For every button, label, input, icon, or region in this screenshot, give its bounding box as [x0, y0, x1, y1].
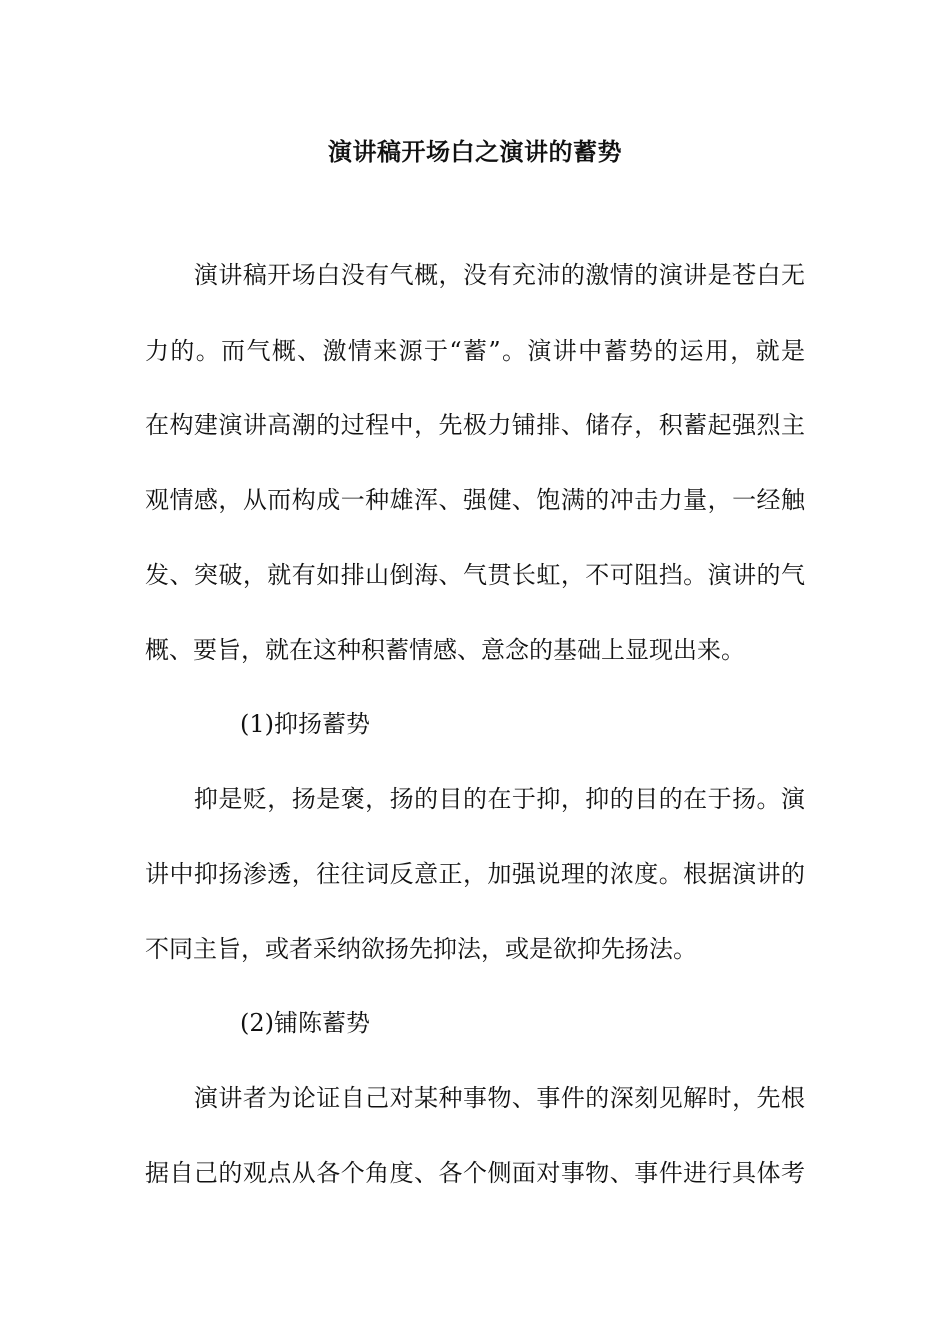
- paragraph-2-line-2: 讲中抑扬渗透，往往词反意正，加强说理的浓度。根据演讲的: [145, 860, 805, 888]
- paragraph-3-line-2: 据自己的观点从各个角度、各个侧面对事物、事件进行具体考: [145, 1159, 805, 1187]
- section-heading-2: (2)铺陈蓄势: [240, 1009, 370, 1037]
- paragraph-3-line-1: 演讲者为论证自己对某种事物、事件的深刻见解时，先根: [145, 1084, 805, 1112]
- paragraph-2-line-1: 抑是贬，扬是褒，扬的目的在于抑，抑的目的在于扬。演: [145, 785, 805, 813]
- paragraph-2-line-3: 不同主旨，或者采纳欲扬先抑法，或是欲抑先扬法。: [145, 935, 697, 963]
- paragraph-1-line-3: 在构建演讲高潮的过程中，先极力铺排、储存，积蓄起强烈主: [145, 411, 805, 439]
- document-title: 演讲稿开场白之演讲的蓄势: [328, 137, 622, 166]
- paragraph-1-line-6: 概、要旨，就在这种积蓄情感、意念的基础上显现出来。: [145, 636, 745, 664]
- section-heading-1: (1)抑扬蓄势: [240, 710, 370, 738]
- paragraph-1-line-5: 发、突破，就有如排山倒海、气贯长虹，不可阻挡。演讲的气: [145, 561, 805, 589]
- paragraph-1-line-1: 演讲稿开场白没有气概，没有充沛的激情的演讲是苍白无: [145, 261, 805, 289]
- paragraph-1-line-4: 观情感，从而构成一种雄浑、强健、饱满的冲击力量，一经触: [145, 486, 805, 514]
- paragraph-1-line-2: 力的。而气概、激情来源于“蓄”。演讲中蓄势的运用，就是: [145, 337, 805, 365]
